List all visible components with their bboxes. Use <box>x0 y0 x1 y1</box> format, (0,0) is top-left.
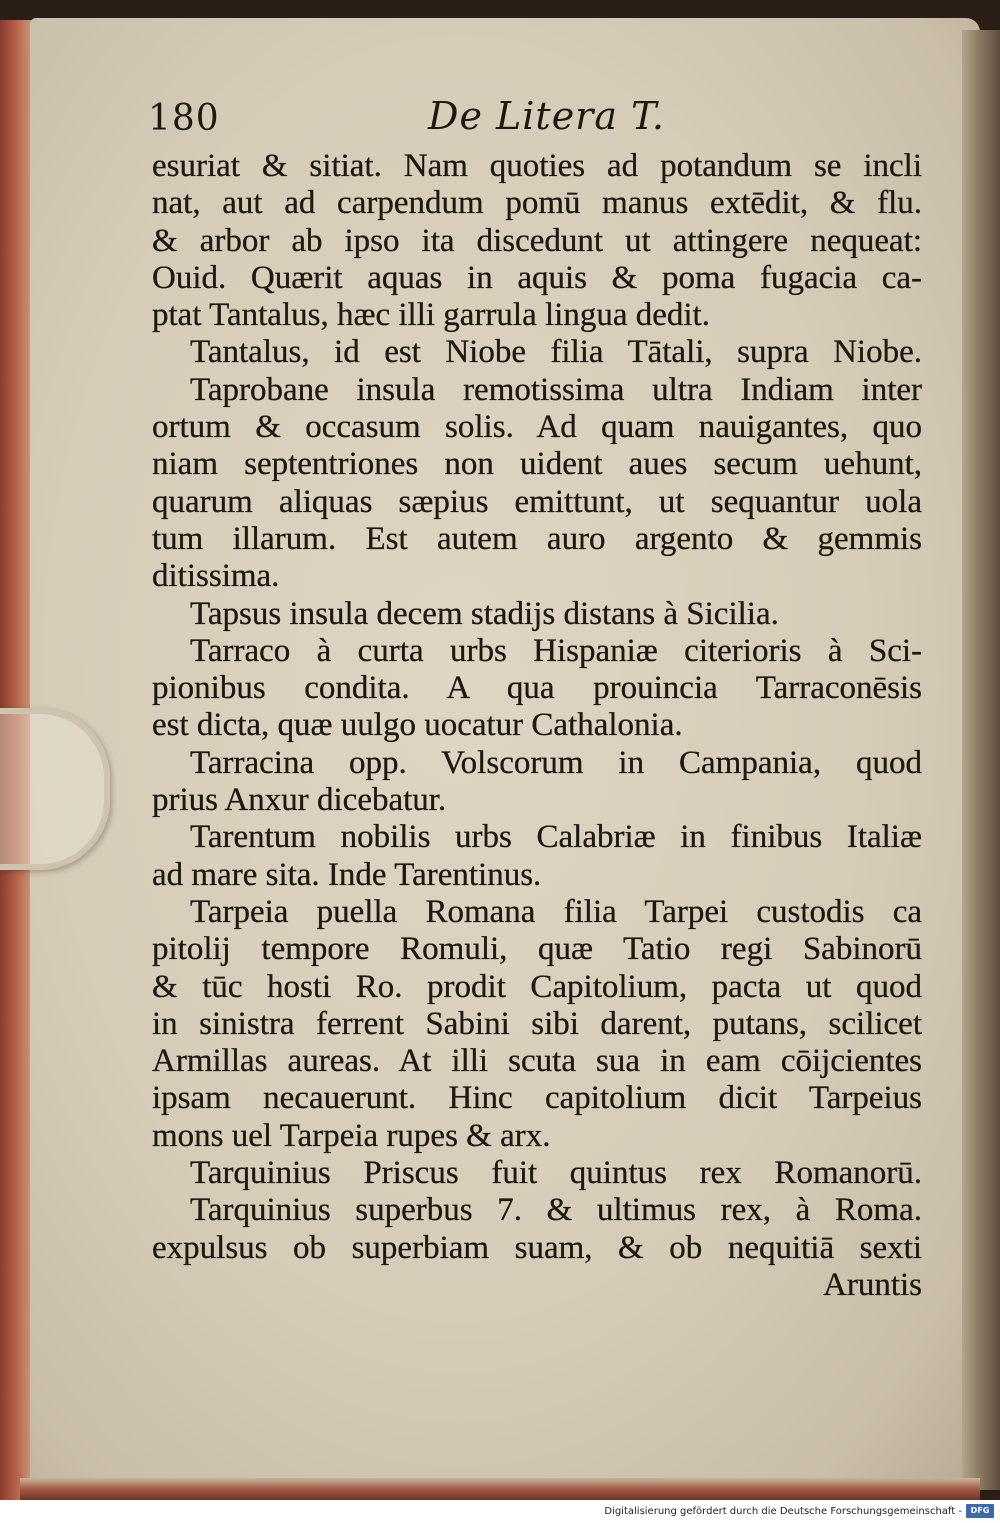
text-line: expulsus ob superbiam suam, & ob nequitiā sexti <box>152 1229 922 1266</box>
entry-line: Taprobane insula remotissima ultra Indiam inter <box>190 371 922 408</box>
text-line: niam septentriones non uident aues secum uehunt, <box>152 446 922 483</box>
text-line: quarum aliquas sæpius emittunt, ut sequantur uola <box>152 483 922 520</box>
text-line: ipsam necauerunt. Hinc capitolium dicit Tarpeius <box>152 1080 922 1117</box>
text-line: Armillas aureas. At illi scuta sua in eam cōijcientes <box>152 1043 922 1080</box>
text-line: mons uel Tarpeia rupes & arx. <box>152 1117 551 1154</box>
text-line: ortum & occasum solis. Ad quam nauigantes, quo <box>152 409 922 446</box>
entry-line: Tapsus insula decem stadijs distans à Sicilia. <box>190 595 779 632</box>
text-line: & tūc hosti Ro. prodit Capitolium, pacta ut quod <box>152 968 922 1005</box>
text-line: nat, aut ad carpendum pomū manus extēdit, & flu. <box>152 185 922 222</box>
text-line: Ouid. Quærit aquas in aquis & poma fugacia ca- <box>152 259 922 296</box>
text-line: ad mare sita. Inde Tarentinus. <box>152 856 542 893</box>
text-line: est dicta, quæ uulgo uocatur Cathalonia. <box>152 707 683 744</box>
page-header <box>148 94 768 148</box>
page-number: 180 <box>148 98 220 139</box>
text-line: ditissima. <box>152 558 280 595</box>
book-edge-right <box>962 30 1000 1490</box>
text-line: esuriat & sitiat. Nam quoties ad potandum se incli <box>152 148 922 184</box>
entry-line: Tarquinius superbus 7. & ultimus rex, à Roma. <box>190 1192 922 1229</box>
text-line: pionibus condita. A qua prouincia Tarraconēsis <box>152 670 922 707</box>
dfg-logo-icon: DFG <box>966 1504 994 1518</box>
entry-line: Tarracina opp. Volscorum in Campania, quod <box>190 744 922 781</box>
footer-credit: Digitalisierung gefördert durch die Deutsche Forschungsgemeinschaft - <box>604 1506 962 1517</box>
text-line: ptat Tantalus, hæc illi garrula lingua dedit. <box>152 297 710 334</box>
footer-bar <box>0 1500 1000 1523</box>
text-line: tum illarum. Est autem auro argento & gemmis <box>152 520 922 557</box>
text-line: prius Anxur dicebatur. <box>152 782 447 819</box>
text-line: pitolij tempore Romuli, quæ Tatio regi Sabinorū <box>152 931 922 968</box>
entry-line: Tarquinius Priscus fuit quintus rex Romanorū. <box>190 1155 922 1192</box>
entry-line: Tarraco à curta urbs Hispaniæ citerioris à Sci- <box>190 632 922 669</box>
running-head: De Litera T. <box>428 94 665 138</box>
text-line: in sinistra ferrent Sabini sibi darent, putans, scilicet <box>152 1005 922 1042</box>
entry-line: Tarentum nobilis urbs Calabriæ in finibus Italiæ <box>190 819 922 856</box>
body-text <box>152 148 922 1304</box>
text-line: & arbor ab ipso ita discedunt ut attingere nequeat: <box>152 222 922 259</box>
entry-line: Tarpeia puella Romana filia Tarpei custodis ca <box>190 893 922 930</box>
catchword: Aruntis <box>823 1266 922 1303</box>
entry-line: Tantalus, id est Niobe filia Tātali, supra Niobe. <box>190 334 922 371</box>
book-edge-bottom <box>20 1478 980 1500</box>
